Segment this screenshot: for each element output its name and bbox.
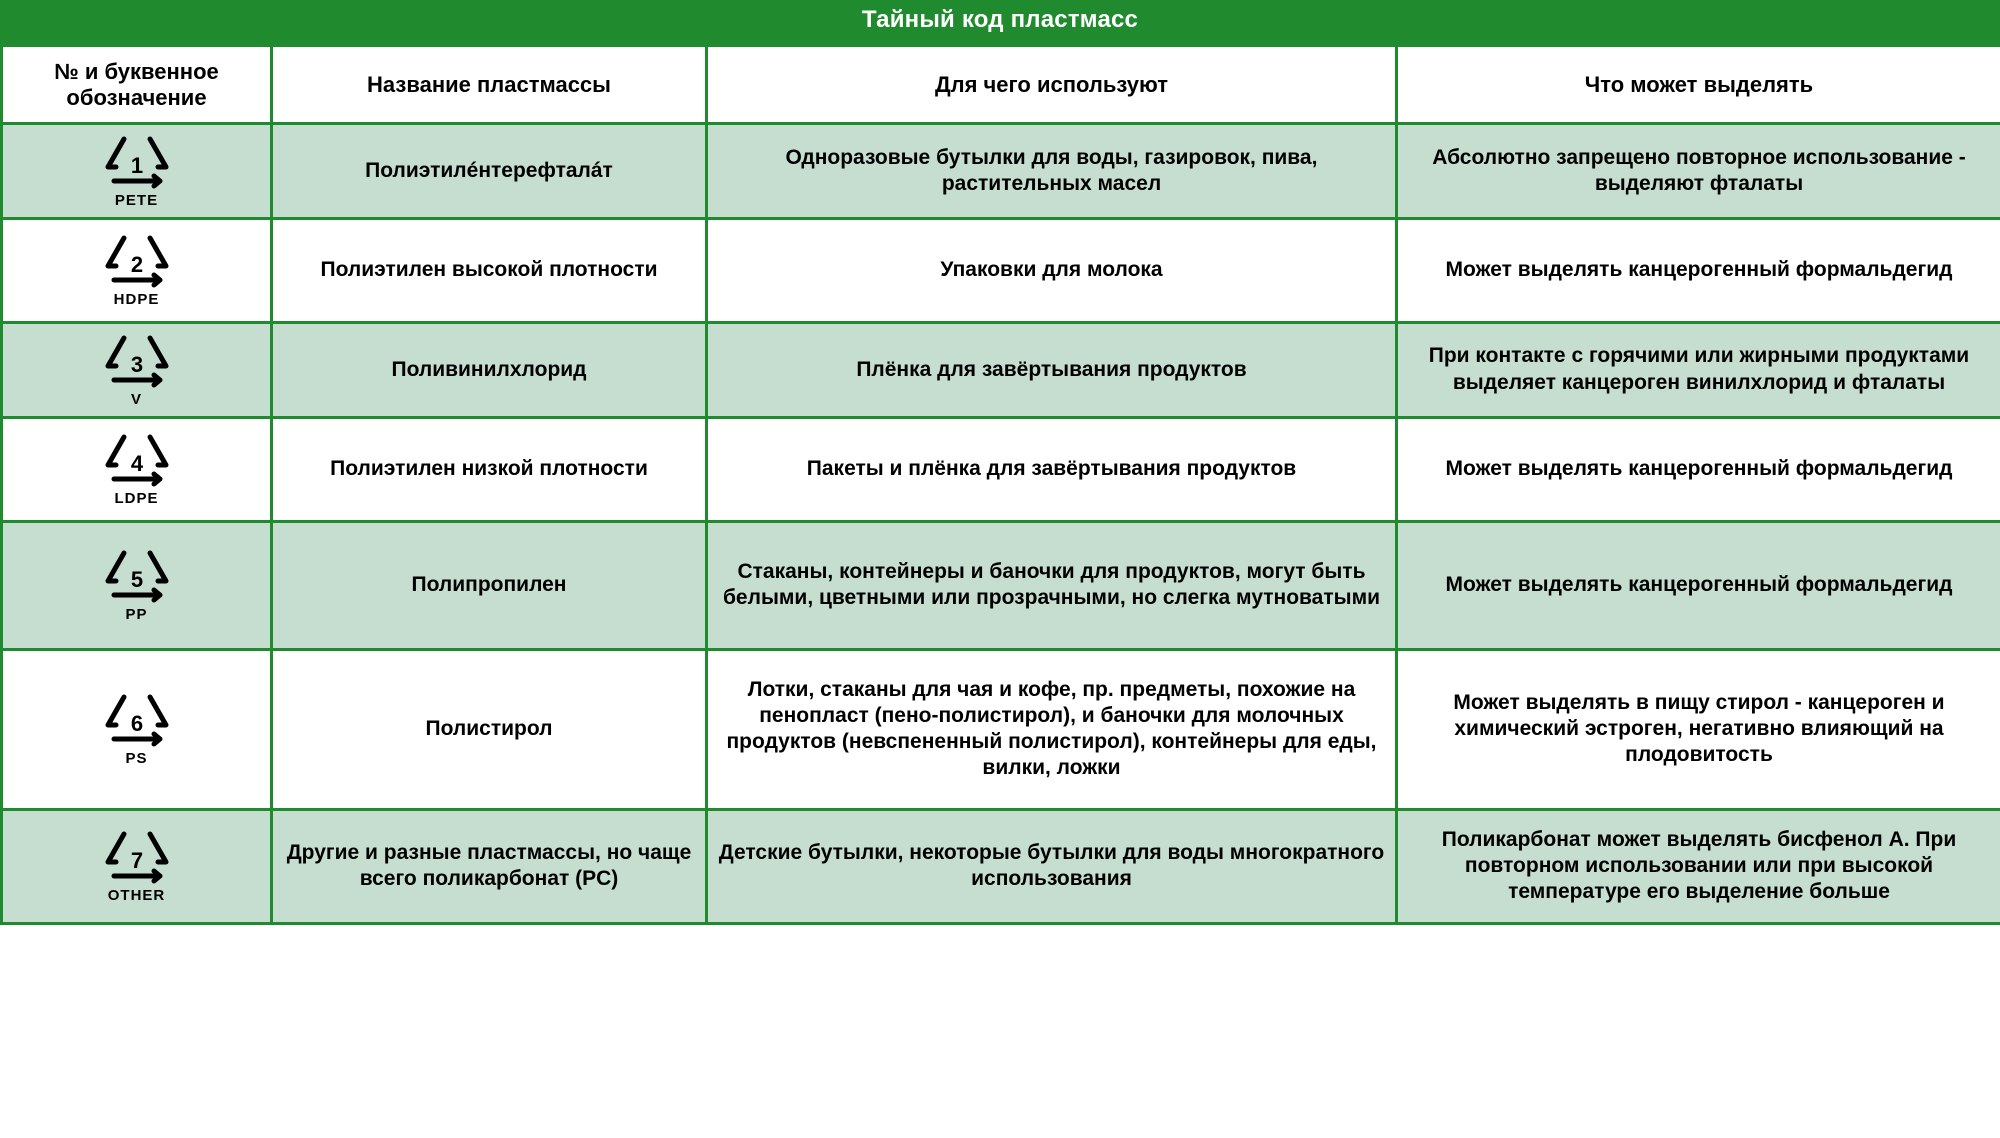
code-letter-label: PETE [114, 192, 159, 209]
code-number: 6 [130, 711, 143, 737]
code-letter-label: PP [125, 606, 148, 624]
code-number: 4 [130, 451, 143, 477]
plastic-usage-cell: Одноразовые бутылки для воды, газировок, пива, растительных масел [707, 124, 1397, 219]
recycling-code-cell [2, 521, 272, 649]
recycling-symbol-1 [13, 131, 260, 211]
recycle-triangle-icon [94, 545, 180, 605]
recycling-symbol-4 [13, 429, 260, 509]
plastic-emission-cell: Абсолютно запрещено повторное использование - выделяют фталаты [1397, 124, 2000, 219]
recycling-code-cell [2, 322, 272, 417]
plastic-usage-cell: Лотки, стаканы для чая и кофе, пр. предметы, похожие на пенопласт (пено-полистирол), и баночки для молочных продуктов (невспененный полистирол), контейнеры для еды, вилки, ложки [707, 649, 1397, 809]
recycling-code-cell [2, 218, 272, 322]
code-letter-label: V [130, 390, 142, 408]
table-row [2, 649, 2000, 809]
plastic-name-cell: Полиэтилéнтерефталáт [272, 124, 707, 219]
table-row [2, 521, 2000, 649]
table-header-row [2, 46, 2000, 124]
recycle-triangle-icon [94, 429, 180, 489]
column-header-code: № и буквенное обозначение [2, 46, 272, 124]
recycling-symbol-5 [13, 545, 260, 625]
column-header-emission: Что может выделять [1397, 46, 2000, 124]
code-number: 7 [130, 848, 143, 874]
code-letter-label: HDPE [113, 291, 160, 309]
plastic-name-cell: Полиэтилен высокой плотности [272, 218, 707, 322]
table-row [2, 322, 2000, 417]
recycling-code-cell [2, 649, 272, 809]
code-letter-label: LDPE [114, 490, 159, 508]
page-title: Тайный код пластмасс [861, 6, 1139, 33]
code-number: 5 [130, 567, 143, 593]
plastic-usage-cell: Пакеты и плёнка для завёртывания продуктов [707, 417, 1397, 521]
plastic-usage-cell: Плёнка для завёртывания продуктов [707, 322, 1397, 417]
recycle-triangle-icon [94, 689, 180, 749]
plastic-usage-cell: Детские бутылки, некоторые бутылки для воды многократного использования [707, 809, 1397, 923]
plastic-emission-cell: При контакте с горячими или жирными продуктами выделяет канцероген винилхлорид и фталаты [1397, 322, 2000, 417]
code-letter-label: PS [125, 750, 148, 768]
plastic-name-cell: Поливинилхлорид [272, 322, 707, 417]
plastic-emission-cell: Может выделять канцерогенный формальдегид [1397, 218, 2000, 322]
document-title-bar [0, 0, 2000, 44]
plastic-name-cell: Другие и разные пластмассы, но чаще всего поликарбонат (PC) [272, 809, 707, 923]
recycling-symbol-2 [13, 230, 260, 310]
recycling-code-cell [2, 417, 272, 521]
plastic-usage-cell: Упаковки для молока [707, 218, 1397, 322]
recycling-symbol-6 [13, 689, 260, 769]
plastic-emission-cell: Может выделять канцерогенный формальдегид [1397, 521, 2000, 649]
column-header-usage: Для чего используют [707, 46, 1397, 124]
recycling-symbol-7 [13, 826, 260, 906]
plastic-name-cell: Полипропилен [272, 521, 707, 649]
recycle-triangle-icon [94, 230, 180, 290]
plastic-name-cell: Полистирол [272, 649, 707, 809]
plastic-emission-cell: Может выделять в пищу стирол - канцероген и химический эстроген, негативно влияющий на плодовитость [1397, 649, 2000, 809]
code-number: 3 [130, 351, 143, 377]
plastic-codes-table [0, 44, 2000, 925]
code-letter-label: OTHER [107, 887, 166, 905]
plastic-usage-cell: Стаканы, контейнеры и баночки для продуктов, могут быть белыми, цветными или прозрачными, но слегка мутноватыми [707, 521, 1397, 649]
plastic-emission-cell: Может выделять канцерогенный формальдегид [1397, 417, 2000, 521]
plastic-emission-cell: Поликарбонат может выделять бисфенол А. При повторном использовании или при высокой температуре его выделение больше [1397, 809, 2000, 923]
table-row [2, 124, 2000, 219]
table-row [2, 218, 2000, 322]
recycling-symbol-3 [13, 330, 260, 410]
recycle-triangle-icon [94, 131, 180, 191]
table-row [2, 417, 2000, 521]
recycle-triangle-icon [94, 826, 180, 886]
column-header-name: Название пластмассы [272, 46, 707, 124]
plastic-name-cell: Полиэтилен низкой плотности [272, 417, 707, 521]
recycling-code-cell [2, 809, 272, 923]
table-row [2, 809, 2000, 923]
code-number: 2 [130, 252, 143, 278]
recycle-triangle-icon [94, 330, 180, 390]
recycling-code-cell [2, 124, 272, 219]
code-number: 1 [130, 153, 143, 178]
